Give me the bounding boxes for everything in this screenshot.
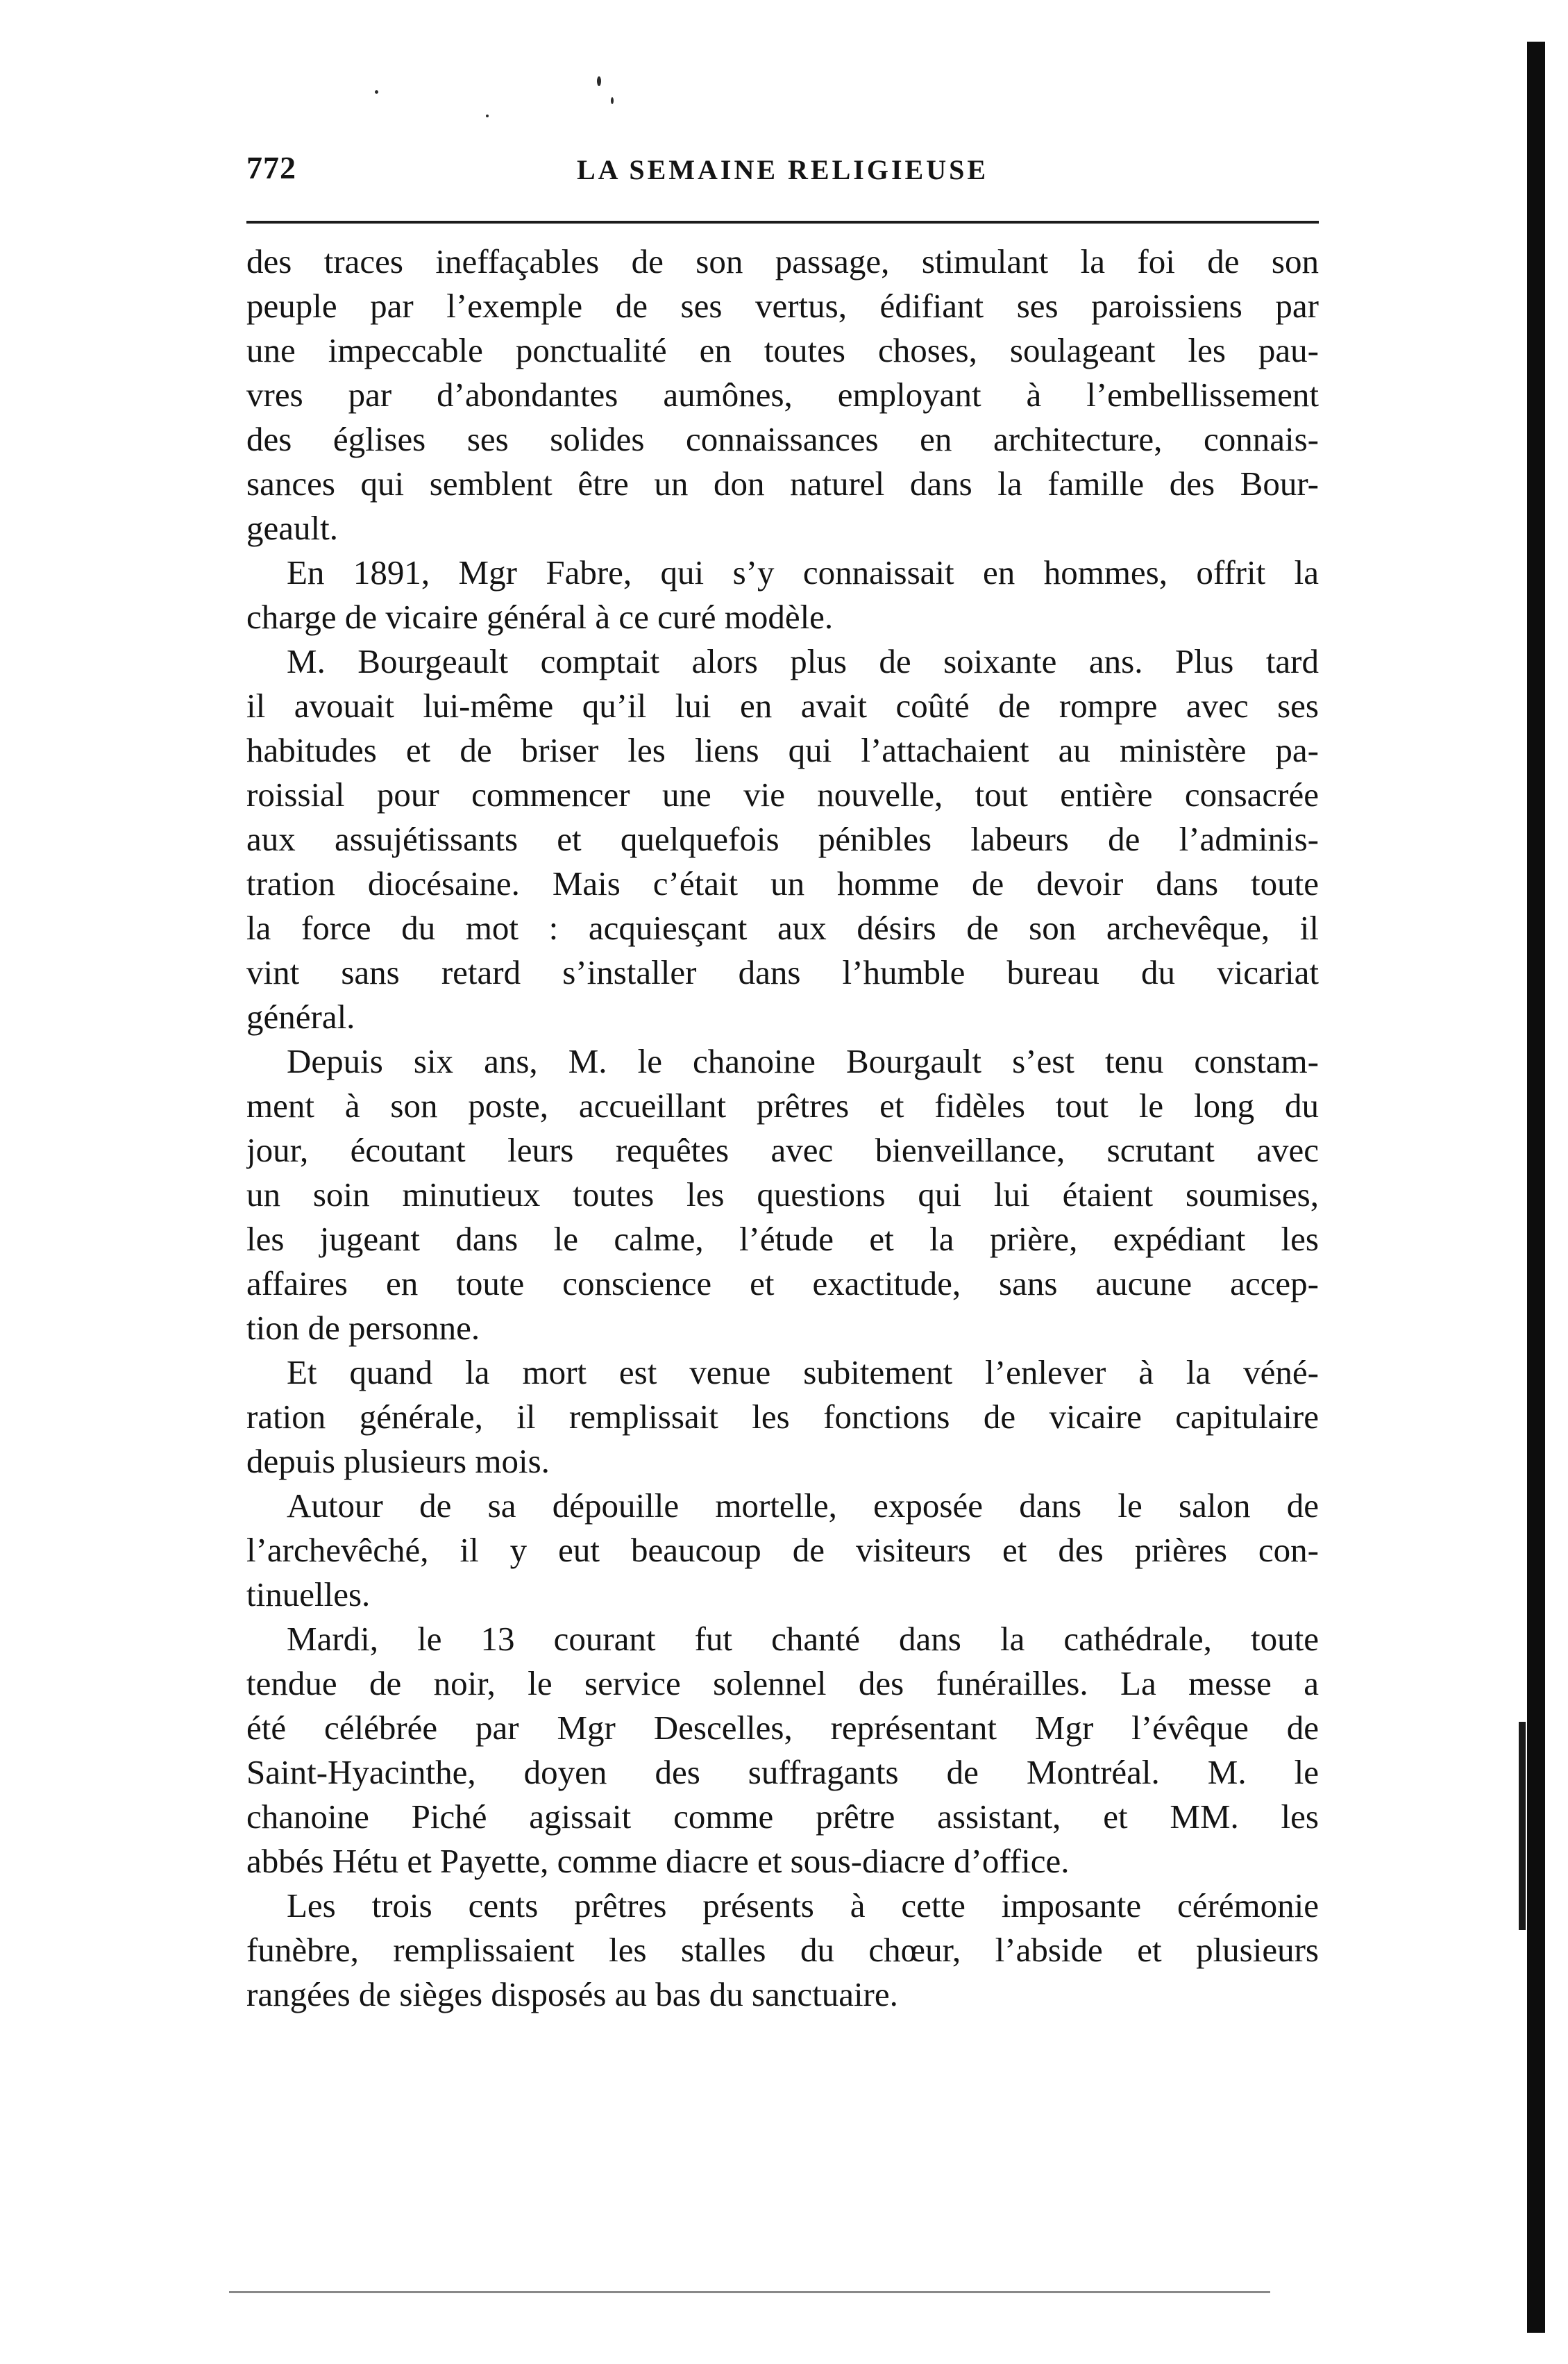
text-line: geault. xyxy=(246,509,338,547)
text-line: il avouait lui-même qu’il lui en avait coûté de rompre avec ses xyxy=(246,687,1319,725)
text-line: des églises ses solides connaissances en architecture, connais- xyxy=(246,420,1319,458)
body-text xyxy=(246,240,1319,2017)
text-line: Et quand la mort est venue subitement l’enlever à la véné- xyxy=(287,1353,1319,1391)
text-line: la force du mot : acquiesçant aux désirs de son archevêque, il xyxy=(246,909,1319,947)
text-line: roissial pour commencer une vie nouvelle, tout entière consacrée xyxy=(246,776,1319,814)
text-line: En 1891, Mgr Fabre, qui s’y connaissait en hommes, offrit la xyxy=(287,553,1319,592)
text-line: jour, écoutant leurs requêtes avec bienveillance, scrutant avec xyxy=(246,1131,1319,1169)
running-title: LA SEMAINE RELIGIEUSE xyxy=(576,154,989,185)
page-edge-mark xyxy=(1519,1722,1526,1930)
text-line: funèbre, remplissaient les stalles du chœur, l’abside et plusieurs xyxy=(246,1931,1319,1969)
text-line: ration générale, il remplissait les fonctions de vicaire capitulaire xyxy=(246,1398,1319,1436)
scan-speck xyxy=(597,76,601,86)
text-line: rangées de sièges disposés au bas du sanctuaire. xyxy=(246,1975,898,2013)
text-line: l’archevêché, il y eut beaucoup de visiteurs et des prières con- xyxy=(246,1531,1319,1569)
page-number: 772 xyxy=(246,150,296,185)
text-line: général. xyxy=(246,998,355,1036)
scan-speck xyxy=(375,90,378,94)
text-line: vint sans retard s’installer dans l’humble bureau du vicariat xyxy=(246,953,1319,991)
text-line: chanoine Piché agissait comme prêtre assistant, et MM. les xyxy=(246,1797,1319,1836)
text-line: affaires en toute conscience et exactitude, sans aucune accep- xyxy=(246,1264,1319,1302)
text-line: sances qui semblent être un don naturel dans la famille des Bour- xyxy=(246,464,1319,503)
text-line: ment à son poste, accueillant prêtres et fidèles tout le long du xyxy=(246,1087,1319,1125)
text-line: des traces ineffaçables de son passage, stimulant la foi de son xyxy=(246,242,1319,280)
text-line: Autour de sa dépouille mortelle, exposée dans le salon de xyxy=(287,1486,1319,1525)
scan-speck xyxy=(486,115,489,117)
text-line: Depuis six ans, M. le chanoine Bourgault s’est tenu constam- xyxy=(287,1042,1319,1080)
text-line: abbés Hétu et Payette, comme diacre et sous-diacre d’office. xyxy=(246,1842,1070,1880)
text-line: Saint-Hyacinthe, doyen des suffragants de Montréal. M. le xyxy=(246,1753,1319,1791)
text-line: une impeccable ponctualité en toutes choses, soulageant les pau- xyxy=(246,331,1319,369)
text-line: charge de vicaire général à ce curé modèle. xyxy=(246,598,834,636)
text-line: M. Bourgeault comptait alors plus de soixante ans. Plus tard xyxy=(287,642,1319,680)
footer-rule xyxy=(229,2291,1270,2293)
text-line: tendue de noir, le service solennel des funérailles. La messe a xyxy=(246,1664,1319,1702)
text-line: Mardi, le 13 courant fut chanté dans la cathédrale, toute xyxy=(287,1620,1319,1658)
scan-speck xyxy=(611,97,614,104)
text-line: habitudes et de briser les liens qui l’attachaient au ministère pa- xyxy=(246,731,1319,769)
text-line: tion de personne. xyxy=(246,1309,480,1347)
page-edge-shadow xyxy=(1527,42,1545,2333)
text-line: aux assujétissants et quelquefois pénibles labeurs de l’adminis- xyxy=(246,820,1319,858)
text-line: tration diocésaine. Mais c’était un homme de devoir dans toute xyxy=(246,864,1319,903)
text-line: tinuelles. xyxy=(246,1575,371,1613)
text-line: depuis plusieurs mois. xyxy=(246,1442,550,1480)
text-line: un soin minutieux toutes les questions qui lui étaient soumises, xyxy=(246,1175,1319,1214)
header-rule xyxy=(246,221,1319,224)
text-line: Les trois cents prêtres présents à cette imposante cérémonie xyxy=(287,1886,1319,1925)
text-line: vres par d’abondantes aumônes, employant à l’embellissement xyxy=(246,376,1319,414)
text-line: les jugeant dans le calme, l’étude et la prière, expédiant les xyxy=(246,1220,1319,1258)
text-line: peuple par l’exemple de ses vertus, édifiant ses paroissiens par xyxy=(246,287,1319,325)
running-head xyxy=(246,149,1319,191)
text-line: été célébrée par Mgr Descelles, représentant Mgr l’évêque de xyxy=(246,1709,1319,1747)
